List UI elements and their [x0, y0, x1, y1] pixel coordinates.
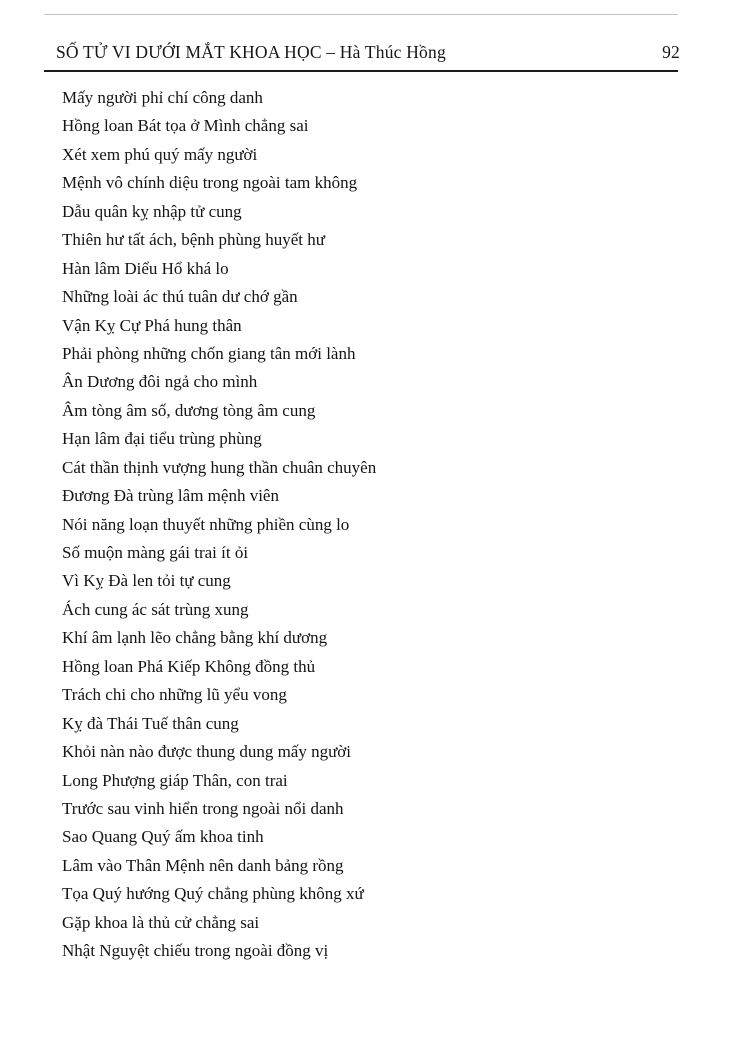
- verse-line: Hồng loan Bát tọa ở Mình chẳng sai: [62, 116, 309, 136]
- verse-line: Đương Đà trùng lâm mệnh viên: [62, 486, 279, 506]
- verse-line: Thiên hư tất ách, bệnh phùng huyết hư: [62, 230, 325, 250]
- verse-line: Vận Kỵ Cự Phá hung thân: [62, 315, 242, 335]
- page-number: 92: [662, 42, 680, 62]
- verse-line: Lâm vào Thân Mệnh nên danh bảng rồng: [62, 855, 344, 875]
- verse-line: Vì Kỵ Đà len tỏi tự cung: [62, 571, 231, 591]
- verse-line: Ân Dương đôi ngả cho mình: [62, 372, 258, 392]
- verse-line: Nhật Nguyệt chiếu trong ngoài đồng vị: [62, 941, 329, 961]
- verse-body: [62, 84, 682, 966]
- verse-line: Phải phòng những chốn giang tân mới lành: [62, 343, 356, 363]
- verse-line: Hồng loan Phá Kiếp Không đồng thủ: [62, 656, 316, 676]
- verse-line: Trước sau vinh hiển trong ngoài nổi danh: [62, 798, 344, 818]
- verse-line: Gặp khoa là thủ cử chẳng sai: [62, 912, 260, 932]
- verse-line: Long Phượng giáp Thân, con trai: [62, 770, 288, 790]
- verse-line: Những loài ác thú tuân dư chớ gần: [62, 287, 298, 307]
- header-rule-divider: [44, 70, 678, 72]
- verse-line: Kỵ đà Thái Tuế thân cung: [62, 713, 239, 733]
- verse-line: Âm tòng âm số, dương tòng âm cung: [62, 400, 316, 420]
- verse-line: Trách chi cho những lũ yểu vong: [62, 685, 287, 705]
- verse-line: Mệnh vô chính diệu trong ngoài tam không: [62, 173, 358, 193]
- verse-line: Dẫu quân kỵ nhập tử cung: [62, 201, 242, 221]
- verse-line: Ách cung ác sát trùng xung: [62, 599, 249, 619]
- top-faint-divider: [44, 14, 678, 15]
- verse-line: Số muộn màng gái trai ít ỏi: [62, 543, 249, 562]
- verse-line: Mấy người phỉ chí công danh: [62, 88, 263, 107]
- verse-line: Cát thần thịnh vượng hung thần chuân chuyên: [62, 457, 377, 477]
- page-header: [56, 42, 680, 63]
- verse-line: Hạn lâm đại tiểu trùng phùng: [62, 429, 262, 449]
- verse-line: Sao Quang Quý ấm khoa tinh: [62, 827, 264, 847]
- verse-line: Khỏi nàn nào được thung dung mấy người: [62, 742, 352, 762]
- running-head-title: SỐ TỬ VI DƯỚI MẮT KHOA HỌC – Hà Thúc Hồng: [56, 42, 446, 62]
- verse-line: Khí âm lạnh lẽo chẳng bằng khí dương: [62, 628, 328, 648]
- verse-line: Hàn lâm Diểu Hổ khá lo: [62, 258, 229, 278]
- verse-line: Nói năng loạn thuyết những phiền cùng lo: [62, 514, 350, 534]
- verse-line: Xét xem phú quý mấy người: [62, 144, 258, 164]
- verse-line: Tọa Quý hướng Quý chẳng phùng không xứ: [62, 884, 364, 904]
